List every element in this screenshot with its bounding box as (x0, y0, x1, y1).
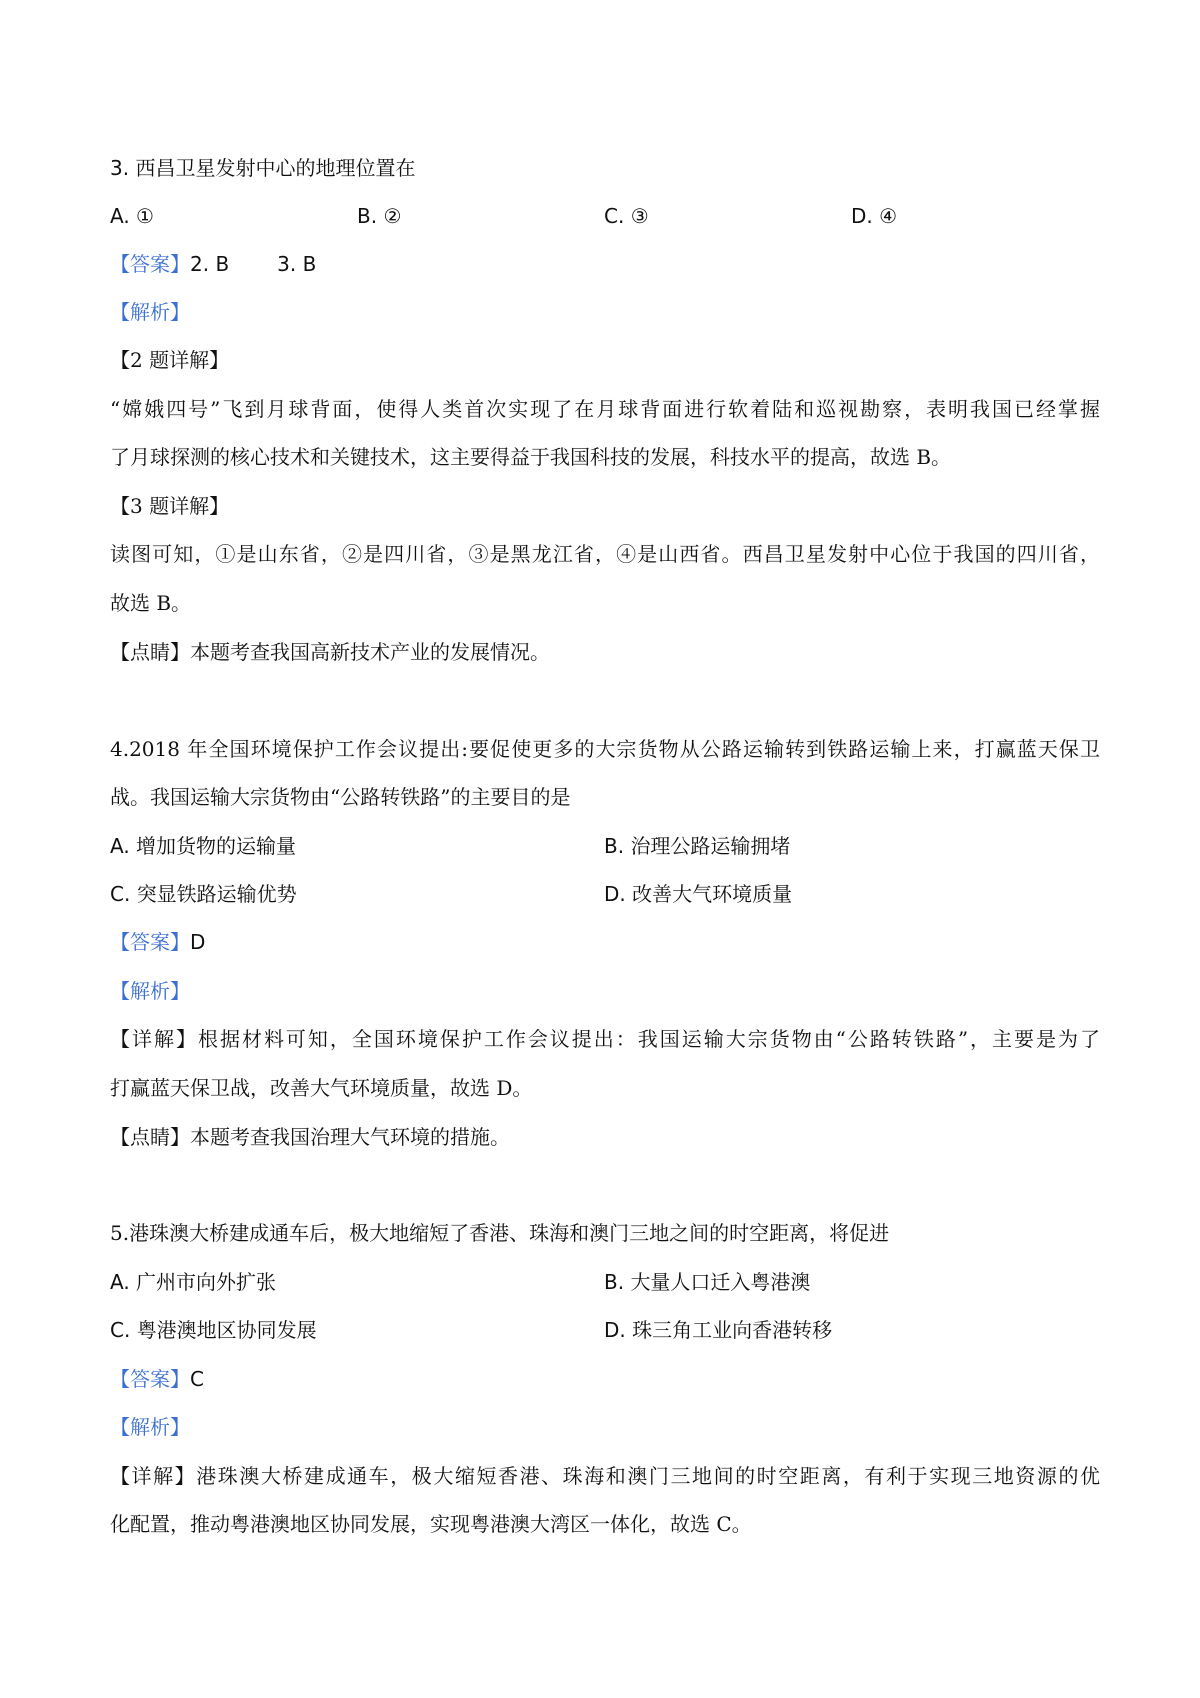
analysis-tag: 【解析】 (110, 300, 190, 324)
answer-2-3 (110, 250, 316, 278)
question-5-option-c: C. 粤港澳地区协同发展 (110, 1318, 317, 1342)
question-4-option-a: A. 增加货物的运输量 (110, 834, 297, 858)
question-4-option-c: C. 突显铁路运输优势 (110, 882, 297, 906)
question-5-option-d: D. 珠三角工业向香港转移 (604, 1318, 833, 1342)
question-4-option-d: D. 改善大气环境质量 (604, 882, 793, 906)
question-3-text: 西昌卫星发射中心的地理位置在 (135, 156, 416, 180)
answer-2: 2. B (190, 252, 230, 276)
tip-2-3 (110, 638, 550, 666)
question-5-analysis-tag: 【解析】 (110, 1415, 190, 1439)
detail-3-line-2: 故选 B。 (110, 591, 192, 615)
detail-2-title: 【2 题详解】 (110, 348, 230, 372)
tip-text: 本题考查我国高新技术产业的发展情况。 (190, 640, 550, 664)
answer-3: 3. B (277, 252, 317, 276)
question-3-option-a: A. ① (110, 204, 154, 228)
question-3-option-b: B. ② (357, 204, 402, 228)
question-5-option-b: B. 大量人口迁入粤港澳 (604, 1270, 811, 1294)
question-3-option-c: C. ③ (604, 204, 649, 228)
question-3-option-d: D. ④ (851, 204, 898, 228)
question-3-number: 3. (110, 156, 130, 180)
answer-tag: 【答案】 (110, 252, 190, 276)
detail-3-line-1: 读图可知，①是山东省，②是四川省，③是黑龙江省，④是山西省。西昌卫星发射中心位于我国的四川省， (110, 542, 1100, 566)
question-4-analysis-tag: 【解析】 (110, 979, 190, 1003)
question-4-tip: 【点睛】本题考查我国治理大气环境的措施。 (110, 1125, 510, 1149)
detail-2-line-2: 了月球探测的核心技术和关键技术，这主要得益于我国科技的发展，科技水平的提高，故选 B。 (110, 445, 952, 469)
question-4-line-1: 4.2018 年全国环境保护工作会议提出:要促使更多的大宗货物从公路运输转到铁路运输上来，打赢蓝天保卫 (110, 737, 1100, 761)
question-4-answer: 【答案】D (110, 930, 206, 954)
question-4-option-b: B. 治理公路运输拥堵 (604, 834, 791, 858)
detail-3-title: 【3 题详解】 (110, 494, 230, 518)
question-5-option-a: A. 广州市向外扩张 (110, 1270, 277, 1294)
question-4-detail-line-1: 【详解】根据材料可知，全国环境保护工作会议提出：我国运输大宗货物由“公路转铁路”，主要是为了 (110, 1027, 1101, 1051)
question-5-answer: 【答案】C (110, 1367, 204, 1391)
tip-tag: 【点睛】 (110, 640, 190, 664)
question-3-stem (110, 154, 415, 182)
question-4-line-2: 战。我国运输大宗货物由“公路转铁路”的主要目的是 (110, 785, 571, 809)
question-5-detail-line-2: 化配置，推动粤港澳地区协同发展，实现粤港澳大湾区一体化，故选 C。 (110, 1512, 752, 1536)
question-5-stem: 5.港珠澳大桥建成通车后，极大地缩短了香港、珠海和澳门三地之间的时空距离，将促进 (110, 1221, 890, 1245)
question-5-detail-line-1: 【详解】港珠澳大桥建成通车，极大缩短香港、珠海和澳门三地间的时空距离，有利于实现三地资源的优 (110, 1464, 1101, 1488)
detail-2-line-1: “嫦娥四号”飞到月球背面，使得人类首次实现了在月球背面进行软着陆和巡视勘察，表明我国已经掌握 (110, 397, 1100, 421)
question-4-detail-line-2: 打赢蓝天保卫战，改善大气环境质量，故选 D。 (110, 1076, 533, 1100)
